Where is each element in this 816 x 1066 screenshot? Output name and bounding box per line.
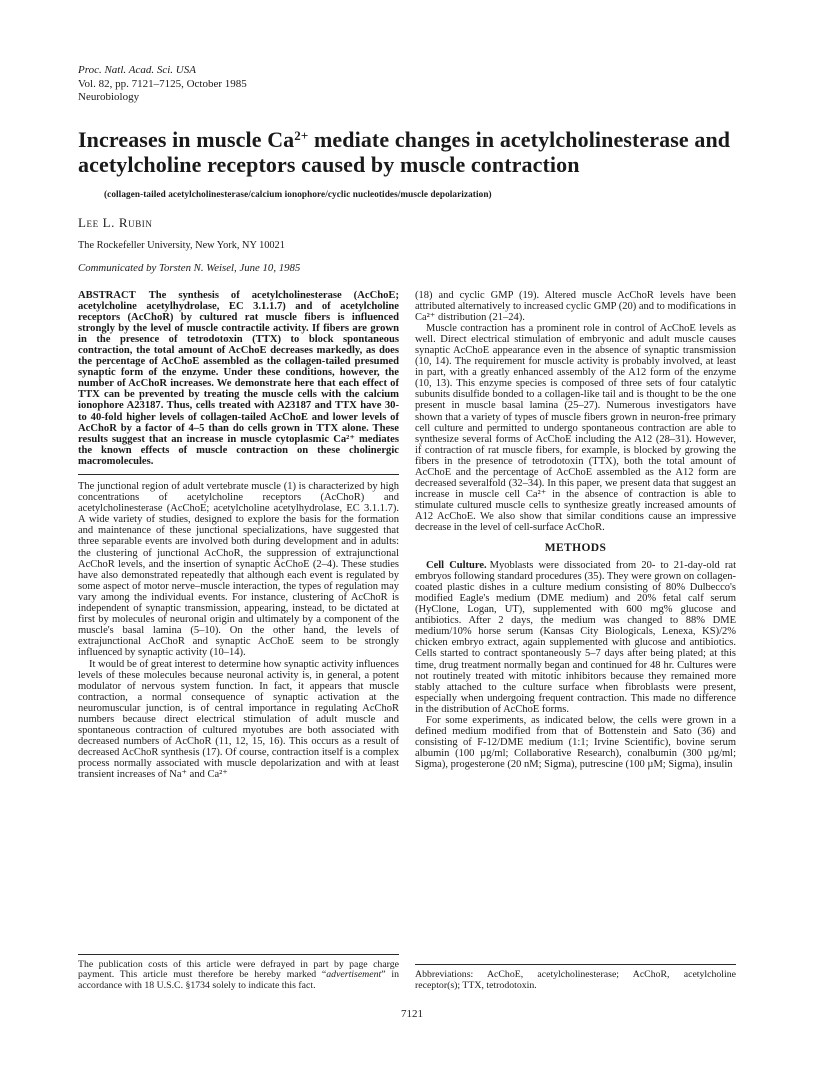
cell-culture-paragraph xyxy=(415,560,736,715)
footnote-divider-rule xyxy=(415,964,736,965)
abstract-label: ABSTRACT xyxy=(78,289,136,301)
abstract-text: The synthesis of acetylcholinesterase (AcChoE; acetylcholine acetylhydrolase, EC 3.1.1.7) and of acetylcholine receptors (AcChoR) by cultured rat muscle fibers is influenced strongly by the level of muscle contractile activity. If fibers are grown in the presence of tetrodotoxin (TTX) to block spontaneous contraction, the total amount of AcChoE decreases markedly, as does the percentage of AcChoE assembled as the collagen-tailed presumed synaptic form of the enzyme. Under these conditions, however, the number of AcChoR increases. We demonstrate here that each effect of TTX can be prevented by treating the muscle cells with the calcium ionophore A23187. Thus, cells treated with A23187 and TTX have 30- to 40-fold higher levels of collagen-tailed AcChoE and lower levels of AcChoR by a factor of 4–5 than do cells grown in TTX alone. These results suggest that an increase in muscle cytoplasmic Ca²⁺ mediates the known effects of muscle contraction on these cholinergic macromolecules. xyxy=(78,289,399,467)
abstract xyxy=(78,290,399,468)
right-column xyxy=(415,290,736,992)
right-footnote-block xyxy=(415,964,736,991)
title-text-start: Increases in muscle Ca xyxy=(78,126,295,152)
body-paragraph-continued: (18) and cyclic GMP (19). Altered muscle AcChoR levels have been attributed alternatively to increased cyclic GMP (20) and to modifications in Ca²⁺ distribution (21–24). xyxy=(415,289,736,323)
cell-culture-text: Myoblasts were dissociated from 20- to 21-day-old rat embryos following standard procedures (35). They were grown on collagen-coated plastic dishes in a culture medium consisting of 80% Dulbecco's modified Eagle's medium (DME medium) and 20% fetal calf serum (HyClone, Logan, UT), supplemented with 600 mg% glucose and antibiotics. After 2 days, the medium was changed to 88% DME medium/10% horse serum (Kansas City Biologicals, Lenexa, KS)/2% chicken embryo extract, again supplemented with glucose and antibiotics. Cells started to contract spontaneously 5–7 days after being plated; at this time, drug treatment normally began and continued for 48 hr. Cultures were not routinely treated with mitotic inhibitors because they remained more stably attached to the culture surface when fibroblasts were present, especially when undergoing frequent contraction. This made no difference in the distribution of AcChoE forms. xyxy=(415,559,737,715)
advertisement-italic: advertisement xyxy=(326,969,382,981)
communicated-line: Communicated by Torsten N. Weisel, June 10, 1985 xyxy=(78,261,301,274)
page-number: 7121 xyxy=(401,1007,423,1020)
body-paragraph: It would be of great interest to determine how synaptic activity influences levels of these molecules because neuronal activity is, in general, a potent modulator of nervous system function. In fact, it appears that muscle contraction, a normal consequence of synaptic activation at the neuromuscular junction, is of central importance in regulating AcChoR numbers because direct electrical stimulation of adult muscle and spontaneous contraction of cultured myotubes are both associated with decreased numbers of AcChoR (11, 12, 15, 16). This occurs as a result of decreased AcChoR synthesis (17). Of course, contraction itself is a complex process normally associated with muscle depolarization and with at least transient increases of Na⁺ and Ca²⁺ xyxy=(78,658,399,781)
journal-section: Neurobiology xyxy=(78,91,140,103)
two-column-body xyxy=(78,290,746,992)
affiliation: The Rockefeller University, New York, NY 10021 xyxy=(78,239,285,251)
footnote-divider-rule xyxy=(78,954,399,955)
body-paragraph: For some experiments, as indicated below, the cells were grown in a defined medium modified from that of Bottenstein and Sato (36) and consisting of F-12/DME medium (1:1; Irvine Scientific), bovine serum albumin (100 µg/ml; Collaborative Research), conalbumin (300 µg/ml; Sigma), progesterone (20 nM; Sigma), putrescine (100 µM; Sigma), insulin xyxy=(415,714,736,771)
footnote-text-end: ” in accordance with 18 U.S.C. §1734 solely to indicate this fact. xyxy=(78,969,399,991)
left-column xyxy=(78,290,399,992)
abstract-divider-rule xyxy=(78,474,399,475)
journal-name: Proc. Natl. Acad. Sci. USA xyxy=(78,64,196,76)
methods-heading: METHODS xyxy=(544,541,607,554)
title-superscript: 2+ xyxy=(294,127,309,143)
intro-paragraph: The junctional region of adult vertebrate muscle (1) is characterized by high concentrations of acetylcholine receptors (AcChoR) and acetylcholinesterase (AcChoE; acetylcholine acetylhydrolase, EC 3.1.1.7). A wide variety of studies, designed to explore the basis for the formation and maintenance of these junctional specializations, have suggested that three separable events are involved both during development and in adults: the clustering of junctional AcChoR, the suppression of extrajunctional AcChoR levels, and the insertion of synaptic AcChoE (2–4). These studies have also demonstrated repeatedly that although each event is regulated by some aspect of motor nerve–muscle interaction, the types of regulation may vary among the individual events. For instance, clustering of AcChoR is independent of synaptic transmission, appearing, instead, to be dictated at first by molecules of neuronal origin and ultimately by a component of the muscle's basal lamina (5–10). On the other hand, the levels of extrajunctional AcChoR and synaptic AcChoE seem to be strongly influenced by synaptic activity (10–14). xyxy=(78,481,399,659)
page-footer xyxy=(78,1008,746,1020)
abbreviations-footnote: Abbreviations: AcChoE, acetylcholinesterase; AcChoR, acetylcholine receptor(s); TTX, tetrodotoxin. xyxy=(415,969,736,991)
title-text-end: mediate changes in acetylcholinesterase and acetylcholine receptors caused by muscle contraction xyxy=(78,126,731,177)
body-paragraph: Muscle contraction has a prominent role in control of AcChoE levels as well. Direct electrical stimulation of embryonic and adult muscle causes synaptic AcChoE appearance even in the absence of synaptic transmission (10, 14). The requirement for muscle activity is probably involved, at least in part, with a greatly enhanced assembly of the A12 form of the enzyme (10, 13). This enzyme species is composed of three sets of four catalytic subunits disulfide bonded to a collagen-like tail and is thought to be the one present in muscle basal lamina (25–27). Numerous investigators have shown that a variety of types of muscle fibers grown in neuron-free primary cell culture and permitted to undergo spontaneous contraction are able to synthesize several forms of AcChoE including the A12 (28–31). However, if contraction of rat muscle fibers, for example, is blocked by growing the fibers in the presence of tetrodotoxin (TTX), both the total amount of AcChoE and the percentage of AcChoE assembled as the A12 form are decreased severalfold (32–34). In this paper, we present data that suggest an increase in muscle cell Ca²⁺ in the absence of contraction is able to stimulate cultured muscle cells to synthesize greatly increased amounts of A12 AcChoE. We also show that similar conditions cause an impressive decrease in the level of cell-surface AcChoR. xyxy=(415,322,736,534)
footnote-text-start: The publication costs of this article were defrayed in part by page charge payment. This article must therefore be hereby marked “ xyxy=(78,958,399,981)
keywords-line: (collagen-tailed acetylcholinesterase/calcium ionophore/cyclic nucleotides/muscle depolarization) xyxy=(104,188,492,199)
publication-costs-footnote xyxy=(78,960,399,992)
left-footnote-block xyxy=(78,954,399,992)
page-title xyxy=(78,127,746,178)
author-name: Lee L. Rubin xyxy=(78,214,153,230)
journal-volume-line: Vol. 82, pp. 7121–7125, October 1985 xyxy=(78,77,247,90)
cell-culture-label: Cell Culture. xyxy=(426,559,487,571)
journal-header xyxy=(78,64,746,105)
